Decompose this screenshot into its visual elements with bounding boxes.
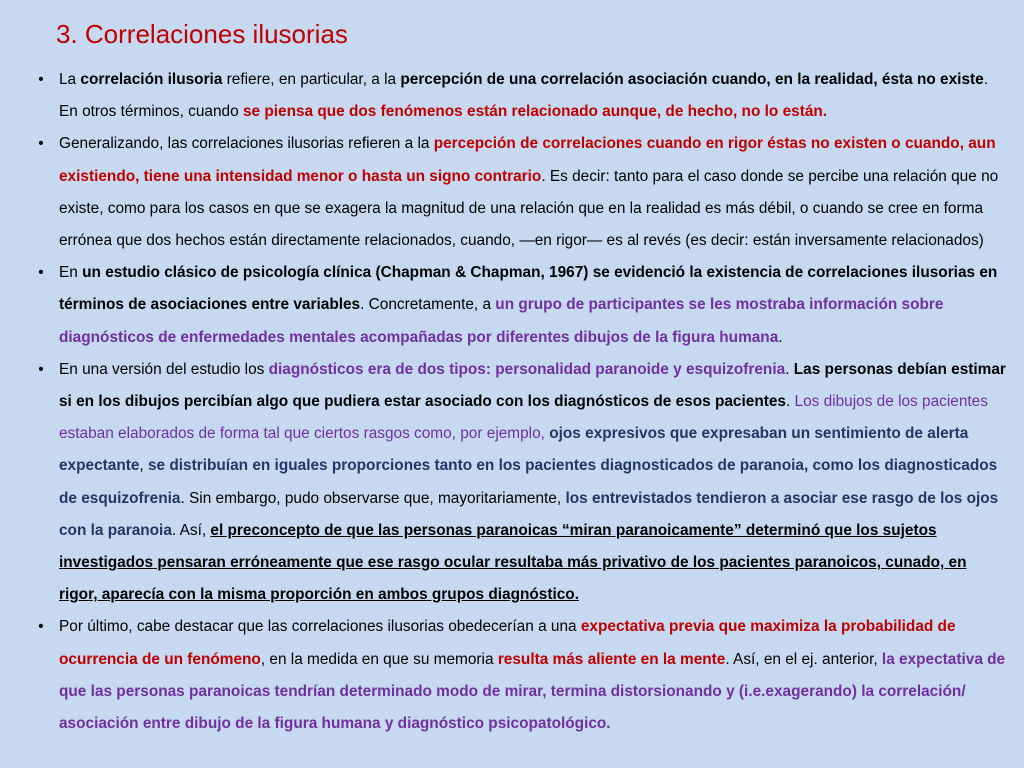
bullet-list	[34, 64, 1006, 740]
text-segment: ,	[139, 457, 148, 475]
text-segment: . Concretamente, a	[360, 296, 496, 314]
text-segment: un estudio clásico de psicología clínica (Chapman & Chapman, 1967) se evidenció la existencia de correlaciones ilusorias en términos de asociaciones entre variables	[59, 264, 998, 314]
text-segment: En una versión del estudio los	[59, 360, 269, 378]
text-segment: Las personas debían estimar si en los dibujos percibían algo que pudiera estar asociado con los diagnósticos de esos pacientes	[59, 360, 1006, 411]
text-segment: En	[59, 264, 83, 282]
text-segment: . Así,	[171, 521, 211, 539]
text-segment: los entrevistados tendieron a asociar ese rasgo de los ojos con la paranoia	[59, 489, 999, 539]
text-segment: Los dibujos de los pacientes estaban elaborados de forma tal que ciertos rasgos como, por ejemplo,	[59, 393, 988, 443]
bullet-text	[59, 71, 988, 120]
bullet-item	[34, 257, 1006, 354]
text-segment: . Es decir: tanto para el caso donde se percibe una relación que no existe, como para los casos en que se exagera la magnitud de una relación que en la realidad es más débil, o cuando se cree en forma errónea que dos hechos están directamente relacionados, cuando, —en rigor— es al revés (es decir: están inversamente relacionados)	[59, 167, 999, 250]
text-segment: . Sin embargo, pudo observarse que, mayoritariamente,	[180, 489, 566, 507]
slide-title: 3. Correlaciones ilusorias	[56, 19, 348, 49]
text-segment: . En otros términos, cuando	[59, 71, 988, 121]
text-segment: diagnósticos era de dos tipos: personalidad paranoide y esquizofrenia	[268, 360, 786, 378]
bullet-text	[59, 264, 997, 345]
text-segment: se distribuían en iguales proporciones tanto en los pacientes diagnosticados de paranoia, como los diagnosticados de esquizofrenia	[59, 457, 998, 507]
text-segment: percepción de correlaciones cuando en rigor éstas no existen o cuando, aun existiendo, tiene una intensidad menor o hasta un signo contrario	[59, 135, 996, 185]
text-segment: la expectativa de que las personas paranoicas tendrían determinado modo de mirar, termina distorsionando y (i.e.exagerando) la correlación/ asociación entre dibujo de la figura humana y diagnóstico psicopatológico.	[59, 650, 1006, 733]
text-segment: expectativa previa que maximiza la probabilidad de ocurrencia de un fenómeno	[59, 618, 956, 668]
text-segment: .	[785, 360, 794, 378]
text-segment: un grupo de participantes se les mostraba información sobre diagnósticos de enfermedades mentales acompañadas por diferentes dibujos de la figura humana	[59, 296, 944, 346]
bullet-dot-icon: •	[38, 360, 44, 378]
bullet-item	[34, 611, 1006, 740]
text-segment: .	[785, 393, 795, 411]
text-segment: refiere, en particular, a la	[222, 71, 401, 88]
text-segment: La	[59, 71, 81, 88]
text-segment: , en la medida en que su memoria	[260, 650, 498, 668]
bullet-text	[59, 361, 1006, 603]
bullet-item	[34, 128, 1006, 257]
text-segment: Generalizando, las correlaciones ilusorias refieren a la	[59, 135, 434, 153]
text-segment: ojos expresivos que expresaban un sentimiento de alerta expectante	[59, 425, 969, 475]
bullet-dot-icon: •	[38, 135, 44, 153]
bullet-item	[34, 64, 1006, 128]
bullet-text	[59, 618, 1005, 732]
text-segment: . Así, en el ej. anterior,	[725, 650, 882, 668]
text-segment: .	[778, 328, 783, 346]
bullet-item	[34, 354, 1006, 612]
text-segment: correlación ilusoria	[80, 71, 223, 88]
text-segment: percepción de una correlación asociación cuando, en la realidad, ésta no existe	[400, 71, 984, 88]
bullet-dot-icon: •	[38, 618, 44, 636]
text-segment: se piensa que dos fenómenos están relacionado aunque, de hecho, no lo están.	[242, 103, 828, 121]
bullet-dot-icon: •	[38, 71, 44, 88]
text-segment: resulta más aliente en la mente	[497, 650, 726, 668]
text-segment: el preconcepto de que las personas paranoicas “miran paranoicamente” determinó que los sujetos investigados pensaran erróneamente que ese rasgo ocular resultaba más privativo de los pacientes paranoicos, cunado, en rigor, aparecía con la misma proporción en ambos grupos diagnóstico.	[59, 521, 967, 604]
bullet-text	[59, 135, 998, 249]
bullet-dot-icon: •	[38, 264, 44, 282]
text-segment: Por último, cabe destacar que las correlaciones ilusorias obedecerían a una	[59, 618, 581, 636]
